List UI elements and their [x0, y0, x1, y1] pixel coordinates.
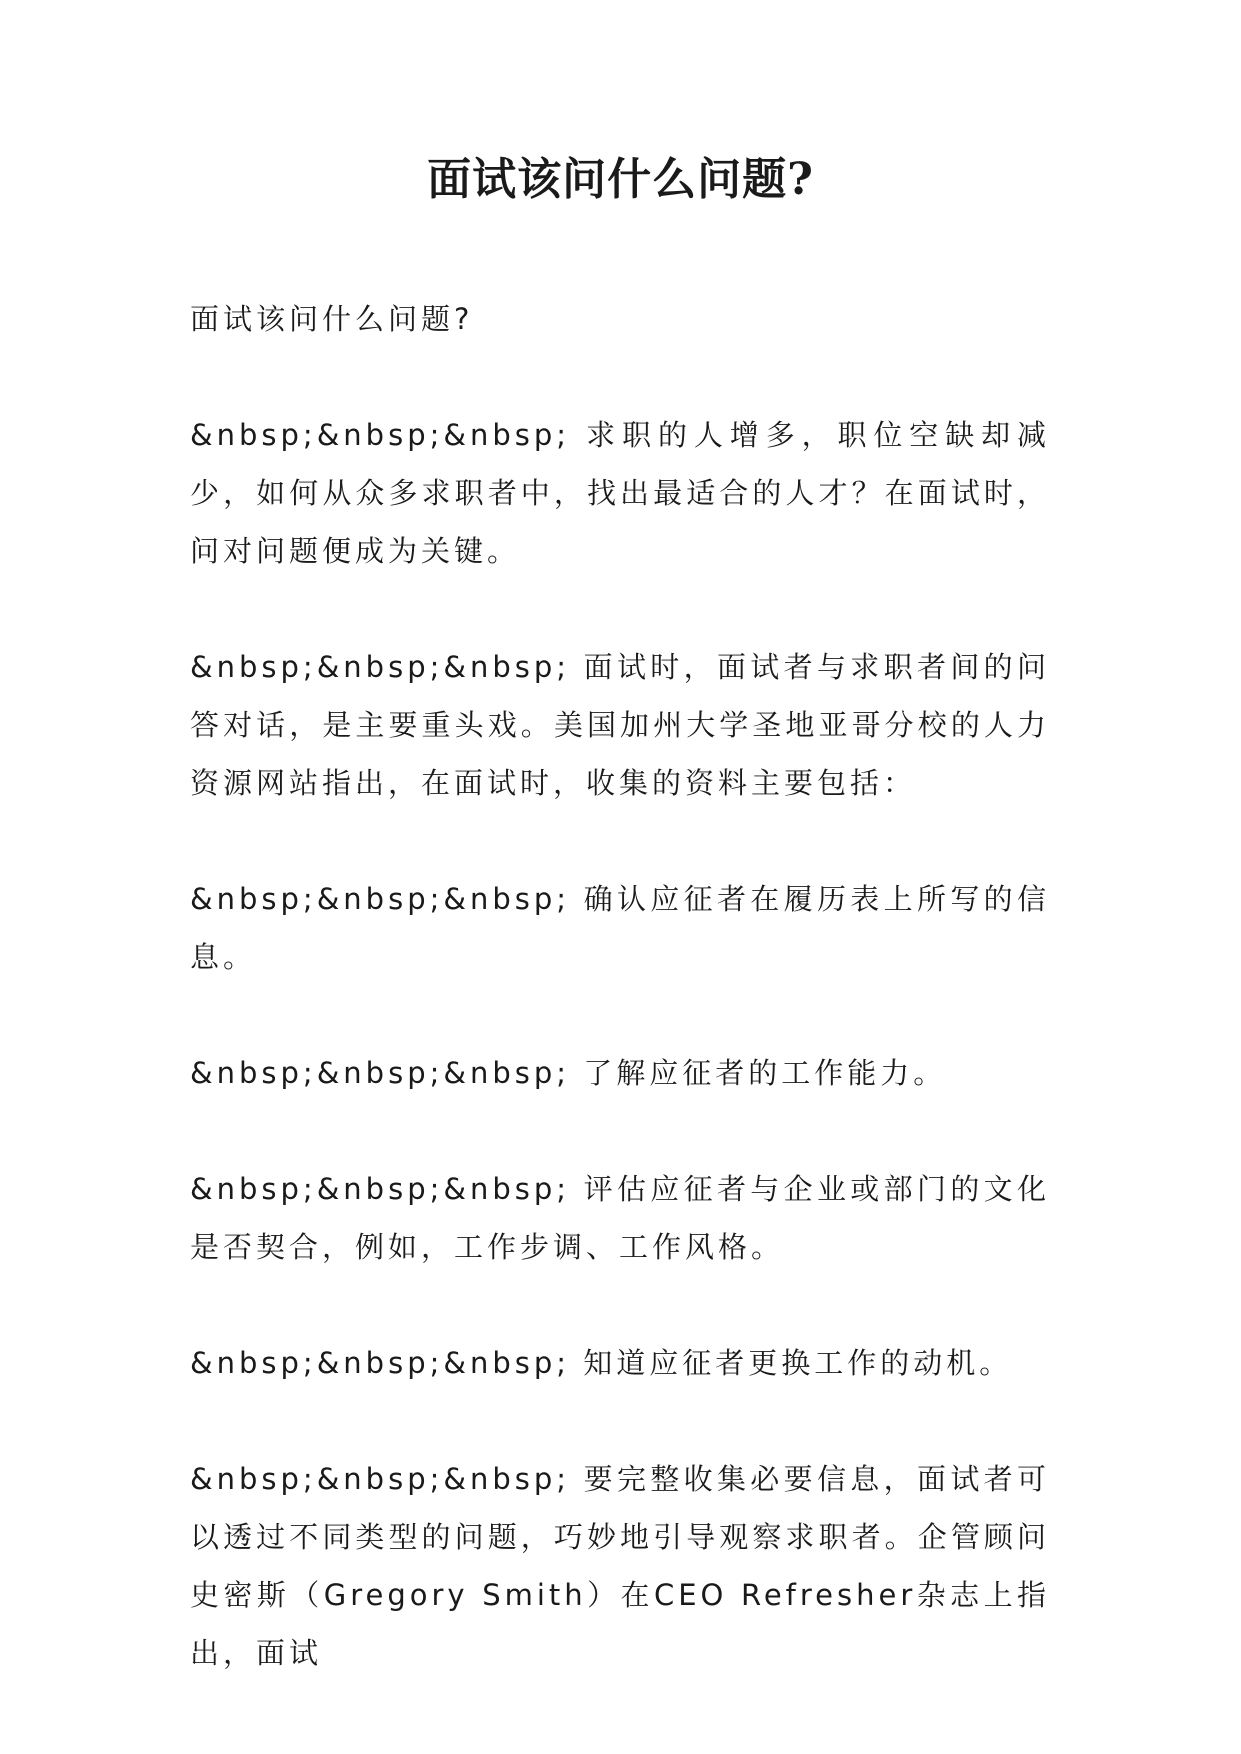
paragraph-question-types: &nbsp;&nbsp;&nbsp; 要完整收集必要信息，面试者可以透过不同类型的问题，巧妙地引导观察求职者。企管顾问史密斯（Gregory Smith）在CEO Refresher杂志上指出，面试 [190, 1462, 1050, 1670]
paragraph-intro: &nbsp;&nbsp;&nbsp; 求职的人增多，职位空缺却减少，如何从众多求职者中，找出最适合的人才？在面试时，问对问题便成为关键。 [190, 418, 1050, 568]
paragraph-dialogue: &nbsp;&nbsp;&nbsp; 面试时，面试者与求职者间的问答对话，是主要重头戏。美国加州大学圣地亚哥分校的人力资源网站指出，在面试时，收集的资料主要包括： [190, 650, 1050, 800]
paragraph-confirm-resume: &nbsp;&nbsp;&nbsp; 确认应征者在履历表上所写的信息。 [190, 882, 1050, 974]
paragraph-motivation: &nbsp;&nbsp;&nbsp; 知道应征者更换工作的动机。 [190, 1346, 1013, 1380]
paragraph-work-ability: &nbsp;&nbsp;&nbsp; 了解应征者的工作能力。 [190, 1056, 947, 1090]
document-title: 面试该问什么问题? [427, 154, 814, 205]
document-body [190, 290, 1050, 1682]
paragraph-culture-fit: &nbsp;&nbsp;&nbsp; 评估应征者与企业或部门的文化是否契合，例如，工作步调、工作风格。 [190, 1172, 1050, 1264]
document-subtitle: 面试该问什么问题? [190, 302, 474, 336]
